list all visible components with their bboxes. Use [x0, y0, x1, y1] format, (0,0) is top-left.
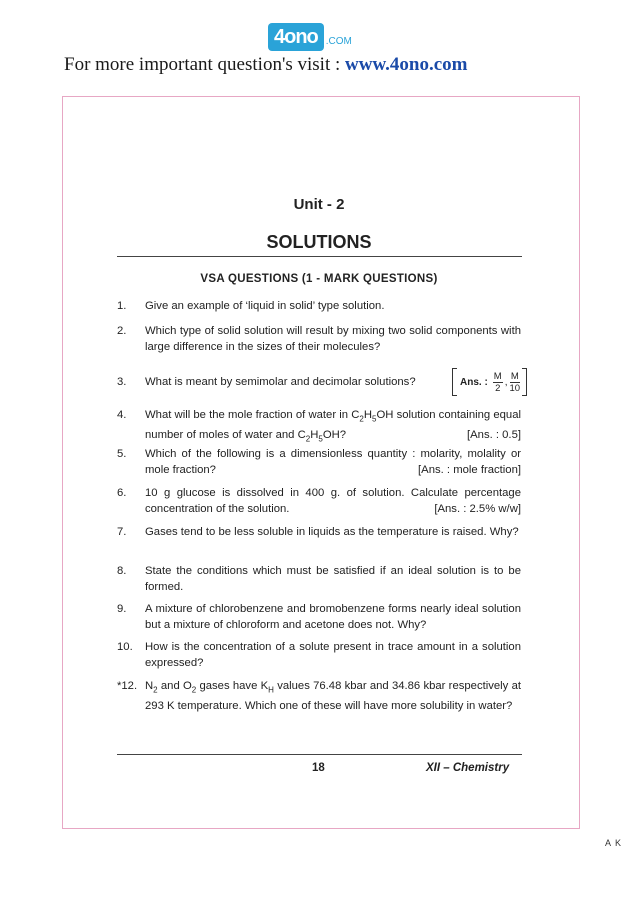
- question-number: 6.: [117, 487, 127, 499]
- fraction-denominator: 10: [509, 382, 521, 394]
- bracket-left: [452, 368, 457, 396]
- question-8: [117, 563, 521, 595]
- page-title: SOLUTIONS: [266, 232, 372, 252]
- question-2: [117, 323, 521, 355]
- question-number: 7.: [117, 526, 127, 538]
- site-logo[interactable]: [268, 22, 352, 52]
- question-text: Which type of solid solution will result by mixing two solid components with large difference in the sizes of their molecules?: [145, 325, 521, 353]
- footer-subject: XII – Chemistry: [426, 762, 510, 774]
- footer-rule: [117, 754, 522, 755]
- fraction-decimolar: [509, 371, 520, 394]
- question-1: [117, 298, 521, 314]
- question-number: 9.: [117, 603, 127, 615]
- promo-line: [64, 54, 467, 76]
- question-10: [117, 639, 521, 671]
- question-number: 1.: [117, 300, 127, 312]
- unit-heading: Unit - 2: [293, 196, 345, 213]
- question-text: Gases tend to be less soluble in liquids as the temperature is raised. Why?: [145, 526, 519, 538]
- question-text: State the conditions which must be satisfied if an ideal solution is to be formed.: [145, 565, 521, 593]
- question-7: [117, 524, 521, 540]
- fraction-semimolar: [493, 371, 503, 394]
- answer-4: [Ans. : 0.5]: [466, 429, 521, 442]
- question-4: [117, 407, 521, 448]
- answer-3: Ans. : $\frac{M}{2}$ , $\frac{M}{10}$: [452, 368, 527, 396]
- question-text: Which of the following is a dimensionless quantity : molarity, molality or mole fraction? [Ans. : mole fraction]: [145, 448, 521, 476]
- question-number: 2.: [117, 325, 127, 337]
- question-5: [117, 446, 521, 478]
- question-number: 5.: [117, 448, 127, 460]
- question-number: 4.: [117, 409, 127, 421]
- question-number: 10.: [117, 641, 133, 653]
- question-text: 10 g glucose is dissolved in 400 g. of solution. Calculate percentage concentration of the solution. [Ans. : 2.5% w/w]: [145, 487, 521, 515]
- answer-label: Ans. :: [460, 376, 488, 388]
- answer-6: [Ans. : 2.5% w/w]: [434, 503, 521, 515]
- question-9: [117, 601, 521, 633]
- answer-5: [Ans. : mole fraction]: [418, 464, 521, 476]
- title-rule: [117, 256, 522, 257]
- page-number: 18: [312, 762, 325, 774]
- promo-text: For more important question's visit :: [64, 54, 346, 75]
- question-text: $N_2$ and $O_2$ gases have $K_H$ values 76.48 kbar and 34.86 kbar respectively at 293 K temperature. Which one of these will have more solubility in water?: [145, 680, 522, 713]
- fraction-numerator: M: [510, 370, 519, 382]
- question-number: *12.: [117, 680, 138, 692]
- section-heading: VSA QUESTIONS (1 - MARK QUESTIONS): [200, 273, 438, 285]
- question-number: 3.: [117, 376, 127, 388]
- logo-mark: 4ono: [268, 23, 324, 51]
- corner-tag: A K: [604, 838, 622, 848]
- question-text: What will be the mole fraction of water in $C_2H_5OH$ solution containing equal number of moles of water and $C_2H_5OH$? [Ans. : 0.5]: [145, 409, 521, 444]
- question-6: [117, 485, 521, 517]
- fraction-numerator: M: [493, 370, 502, 382]
- question-text: What is meant by semimolar and decimolar solutions?: [145, 376, 416, 388]
- question-text: A mixture of chlorobenzene and bromobenzene forms nearly ideal solution but a mixture of chloroform and acetone does not. Why?: [145, 603, 521, 631]
- bracket-right: [522, 368, 527, 396]
- question-number: 8.: [117, 565, 127, 577]
- question-text: Give an example of ‘liquid in solid’ type solution.: [145, 300, 385, 312]
- logo-suffix: .COM: [325, 35, 352, 47]
- fraction-denominator: 2: [495, 382, 501, 394]
- question-12: [117, 678, 521, 714]
- promo-link[interactable]: www.4ono.com: [345, 54, 468, 75]
- question-text: How is the concentration of a solute present in trace amount in a solution expressed?: [145, 641, 521, 669]
